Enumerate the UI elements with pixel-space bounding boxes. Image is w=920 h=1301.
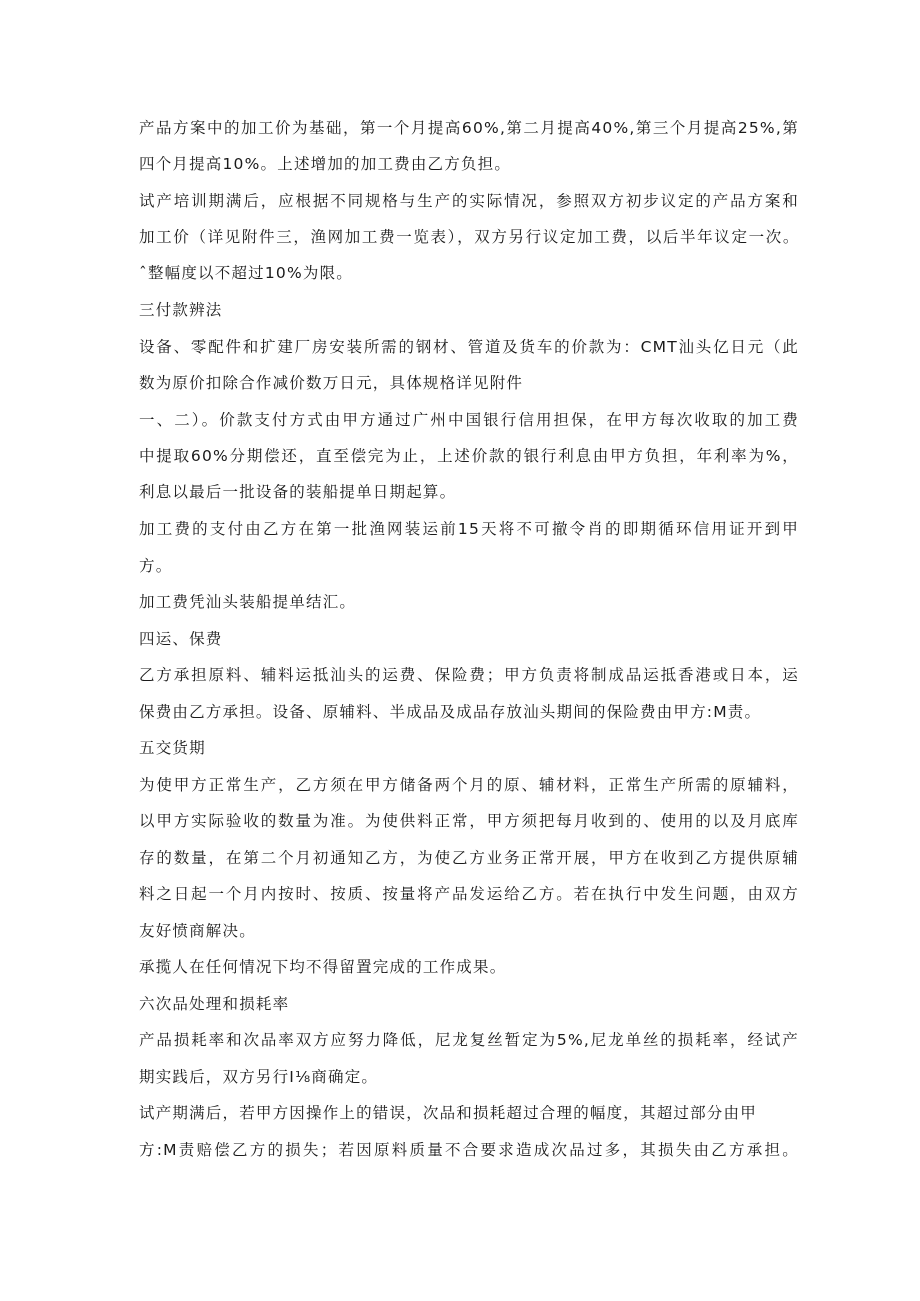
- text-line: 友好愤商解决。: [139, 922, 256, 940]
- text-line: 设备、零配件和扩建厂房安装所需的钢材、管道及货车的价款为：CMT汕头亿日元（此: [139, 338, 799, 356]
- text-line: 一、二）。价款支付方式由甲方通过广州中国银行信用担保，在甲方每次收取的加工费: [139, 411, 799, 429]
- section-heading: 三付款辨法: [139, 301, 223, 319]
- text-line: 中提取60%分期偿还，直至偿完为止，上述价款的银行利息由甲方负担，年利率为%，: [139, 447, 799, 465]
- text-line: 四个月提高10%。上述增加的加工费由乙方负担。: [139, 155, 512, 173]
- text-line: 加工价（详见附件三，渔网加工费一览表），双方另行议定加工费，以后半年议定一次。: [139, 228, 799, 246]
- text-line: 承揽人在任何情况下均不得留置完成的工作成果。: [139, 958, 507, 976]
- text-line: 以甲方实际验收的数量为准。为使供料正常，甲方须把每月收到的、使用的以及月底库: [139, 812, 799, 830]
- text-line: 试产期满后，若甲方因操作上的错误，次品和损耗超过合理的幅度，其超过部分由甲: [139, 1104, 757, 1122]
- text-line: 保费由乙方承担。设备、原辅料、半成品及成品存放汕头期间的保险费由甲方:M责。: [139, 703, 762, 721]
- text-line: 试产培训期满后，应根据不同规格与生产的实际情况，参照双方初步议定的产品方案和: [139, 192, 799, 210]
- section-heading: 五交货期: [139, 739, 206, 757]
- text-line: 方。: [139, 557, 173, 575]
- text-line: 方:M责赔偿乙方的损失；若因原料质量不合要求造成次品过多，其损失由乙方承担。: [139, 1141, 799, 1159]
- text-line: 数为原价扣除合作减价数万日元，具体规格详见附件: [139, 374, 524, 392]
- text-line: 乙方承担原料、辅料运抵汕头的运费、保险费；甲方负责将制成品运抵香港或日本，运: [139, 666, 799, 684]
- section-heading: 六次品处理和损耗率: [139, 995, 290, 1013]
- text-line: 产品损耗率和次品率双方应努力降低，尼龙复丝暂定为5%,尼龙单丝的损耗率，经试产: [139, 1031, 799, 1049]
- text-line: 利息以最后一批设备的装船提单日期起算。: [139, 483, 457, 501]
- text-line: 为使甲方正常生产，乙方须在甲方储备两个月的原、辅材料，正常生产所需的原辅料，: [139, 776, 799, 794]
- text-line: 加工费的支付由乙方在第一批渔网装运前15天将不可撤令肖的即期循环信用证开到甲: [139, 520, 799, 538]
- text-line: 加工费凭汕头装船提单结汇。: [139, 593, 357, 611]
- text-line: 存的数量，在第二个月初通知乙方，为使乙方业务正常开展，甲方在收到乙方提供原辅: [139, 849, 799, 867]
- section-heading: 四运、保费: [139, 630, 223, 648]
- text-line: 料之日起一个月内按时、按质、按量将产品发运给乙方。若在执行中发生问题，由双方: [139, 885, 799, 903]
- text-line: ˆ整幅度以不超过10%为限。: [139, 264, 354, 282]
- text-line: 产品方案中的加工价为基础，第一个月提高60%,第二月提高40%,第三个月提高25%,第: [139, 119, 799, 137]
- text-line: 期实践后，双方另行I⅛商确定。: [139, 1068, 379, 1086]
